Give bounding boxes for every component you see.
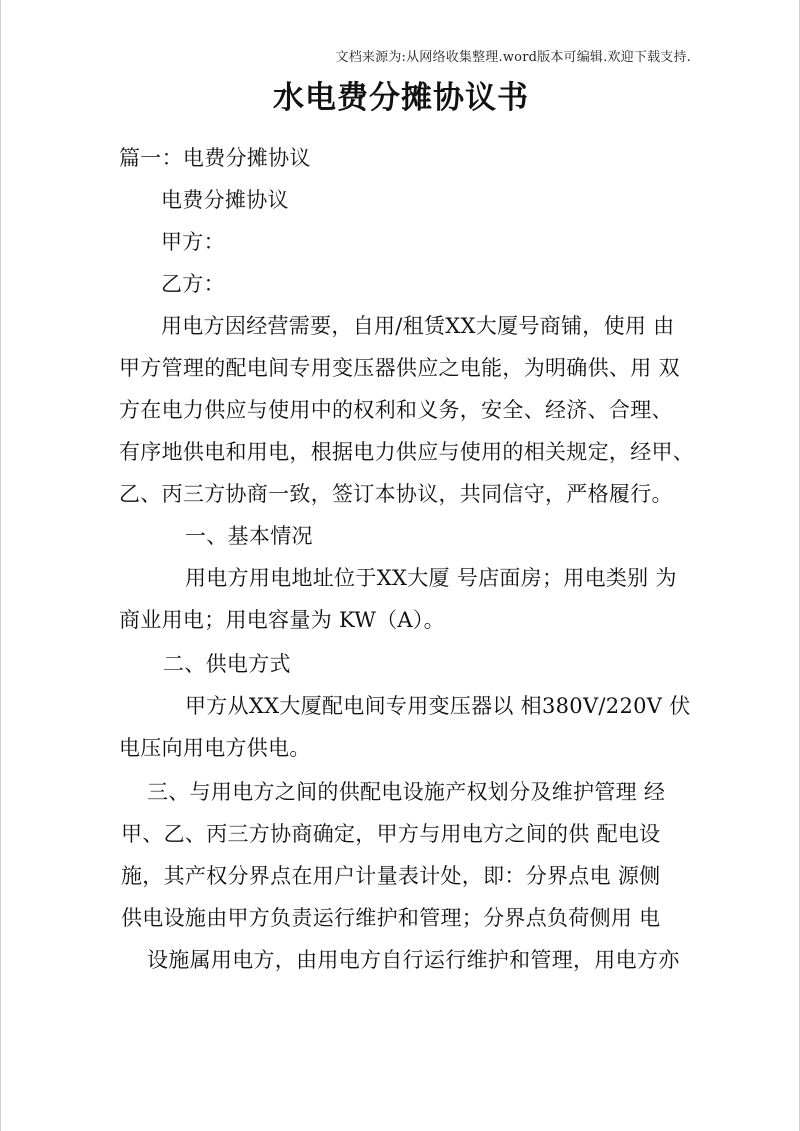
subsection-heading: 三、与用电方之间的供配电设施产权划分及维护管理 经 [147, 780, 666, 804]
document-title: 水电费分摊协议书 [273, 80, 529, 116]
paragraph-line: 供电设施由甲方负责运行维护和管理；分界点负荷侧用 电 [121, 906, 661, 930]
paragraph-line: 甲、乙、丙三方协商确定，甲方与用电方之间的供 配电设 [121, 822, 661, 846]
paragraph-line: 用电方用电地址位于XX大厦 号店面房；用电类别 为 [185, 566, 677, 590]
subsection-heading: 一、基本情况 [185, 524, 313, 548]
source-note: 文档来源为:从网络收集整理.word版本可编辑.欢迎下载支持. [335, 50, 691, 65]
paragraph-line: 有序地供电和用电，根据电力供应与使用的相关规定，经甲、 [119, 440, 695, 464]
party-a-line: 甲方： [161, 230, 225, 254]
paragraph-line: 施，其产权分界点在用户计量表计处，即：分界点电 源侧 [121, 864, 661, 888]
paragraph-line: 方在电力供应与使用中的权利和义务，安全、经济、合理、 [119, 398, 673, 422]
paragraph-line: 电费分摊协议 [161, 188, 289, 212]
paragraph-line: 商业用电；用电容量为 KW（A）。 [119, 608, 445, 632]
paragraph-line: 电压向用电方供电。 [119, 736, 311, 760]
paragraph-line: 设施属用电方，由用电方自行运行维护和管理，用电方亦 [147, 948, 680, 972]
subsection-heading: 二、供电方式 [163, 652, 291, 676]
paragraph-line: 用电方因经营需要，自用/租赁XX大厦号商铺，使用 由 [161, 314, 675, 338]
party-b-line: 乙方： [161, 272, 225, 296]
paragraph-line: 乙、丙三方协商一致，签订本协议，共同信守，严格履行。 [119, 482, 673, 506]
section-heading: 篇一：电费分摊协议 [119, 146, 311, 170]
paragraph-line: 甲方从XX大厦配电间专用变压器以 相380V/220V 伏 [185, 694, 691, 718]
paragraph-line: 甲方管理的配电间专用变压器供应之电能，为明确供、用 双 [119, 356, 680, 380]
